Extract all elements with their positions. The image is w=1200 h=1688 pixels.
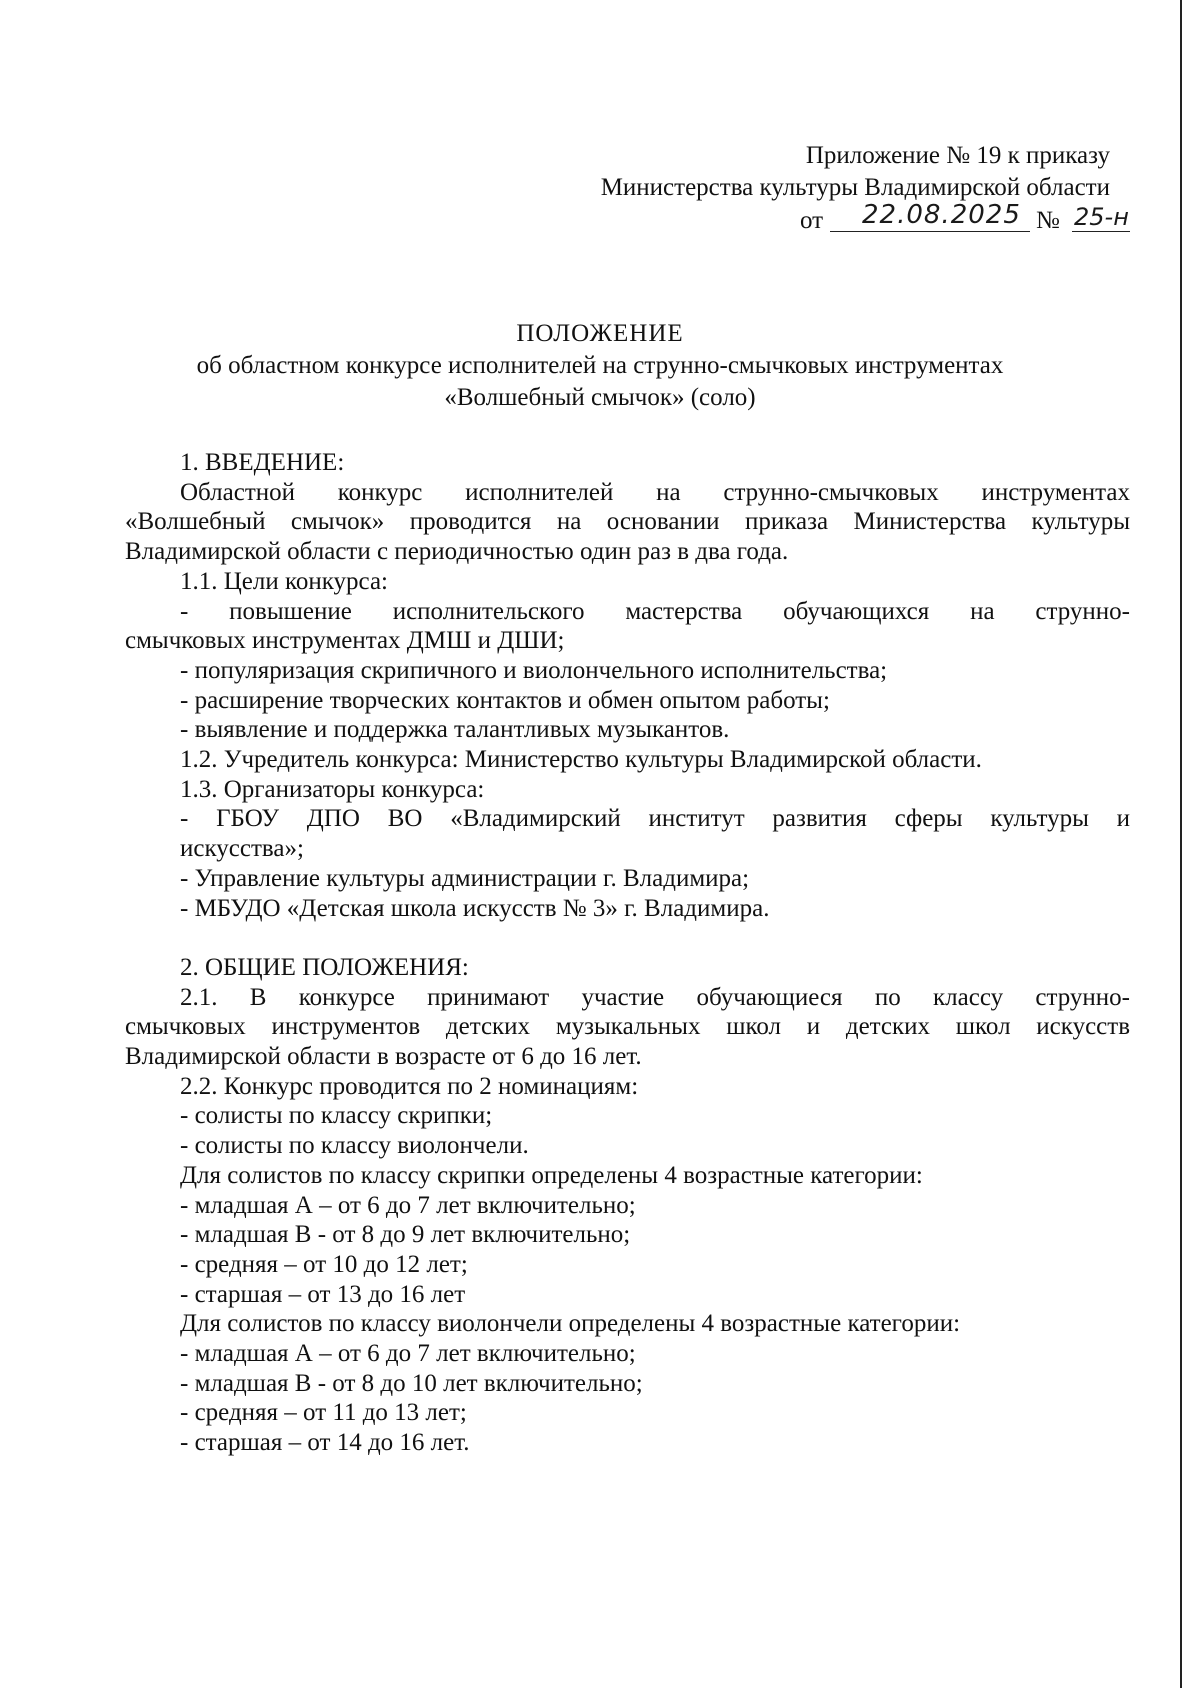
date-underline bbox=[830, 231, 1030, 232]
violin-category-3: - средняя – от 10 до 12 лет; bbox=[180, 1250, 468, 1278]
organizer-3: - МБУДО «Детская школа искусств № 3» г. Владимира. bbox=[180, 894, 770, 922]
appendix-line: Приложение № 19 к приказу bbox=[805, 142, 1110, 169]
title-line-2: «Волшебный смычок» (соло) bbox=[444, 384, 756, 411]
order-reference bbox=[800, 200, 1130, 241]
cello-category-2: - младшая В - от 8 до 10 лет включительно; bbox=[180, 1369, 643, 1397]
intro-line-1: Областной конкурс исполнителей на струнно-смычковых инструментах bbox=[180, 478, 1130, 506]
violin-category-4: - старшая – от 13 до 16 лет bbox=[180, 1280, 466, 1308]
document-body bbox=[125, 448, 1130, 1458]
ministry-line: Министерства культуры Владимирской области bbox=[600, 174, 1110, 201]
title-line-1: об областном конкурсе исполнителей на струнно-смычковых инструментах bbox=[196, 352, 1004, 379]
cello-category-3: - средняя – от 11 до 13 лет; bbox=[180, 1399, 467, 1427]
cello-category-1: - младшая А – от 6 до 7 лет включительно; bbox=[180, 1340, 636, 1368]
paragraph-2-2: 2.2. Конкурс проводится по 2 номинациям: bbox=[180, 1072, 639, 1100]
intro-line-2: «Волшебный смычок» проводится на основании приказа Министерства культуры bbox=[125, 508, 1130, 536]
organizers-heading: 1.3. Организаторы конкурса: bbox=[180, 775, 485, 803]
goals-heading: 1.1. Цели конкурса: bbox=[180, 567, 388, 595]
section-1-heading: 1. ВВЕДЕНИЕ: bbox=[180, 449, 345, 476]
document-title bbox=[100, 318, 1100, 414]
handwritten-number: 25-н bbox=[1074, 203, 1129, 231]
founder: 1.2. Учредитель конкурса: Министерство культуры Владимирской области. bbox=[180, 746, 982, 774]
title-heading: ПОЛОЖЕНИЕ bbox=[516, 320, 684, 347]
organizer-1-line-1: - ГБОУ ДПО ВО «Владимирский институт развития сферы культуры и bbox=[180, 805, 1130, 833]
number-label: № bbox=[1036, 207, 1060, 234]
goal-2: - популяризация скрипичного и виолончельного исполнительства; bbox=[180, 656, 888, 684]
violin-category-1: - младшая А – от 6 до 7 лет включительно; bbox=[180, 1191, 636, 1219]
goal-3: - расширение творческих контактов и обмен опытом работы; bbox=[180, 686, 830, 714]
scan-edge-line bbox=[1180, 0, 1182, 1688]
nomination-1: - солисты по классу скрипки; bbox=[180, 1102, 493, 1130]
goal-1-line-2: смычковых инструментах ДМШ и ДШИ; bbox=[125, 627, 565, 655]
nomination-2: - солисты по классу виолончели. bbox=[180, 1132, 529, 1160]
violin-category-2: - младшая В - от 8 до 9 лет включительно; bbox=[180, 1221, 631, 1249]
paragraph-2-1-line-3: Владимирской области в возрасте от 6 до 16 лет. bbox=[125, 1043, 642, 1071]
organizer-1-line-2: искусства»; bbox=[180, 835, 304, 863]
handwritten-date: 22.08.2025 bbox=[862, 200, 1021, 230]
appendix-header bbox=[410, 140, 1110, 204]
organizer-2: - Управление культуры администрации г. Владимира; bbox=[180, 864, 750, 892]
violin-categories-heading: Для солистов по классу скрипки определены 4 возрастные категории: bbox=[180, 1161, 923, 1189]
cello-category-4: - старшая – от 14 до 16 лет. bbox=[180, 1429, 470, 1457]
goal-1-line-1: - повышение исполнительского мастерства обучающихся на струнно- bbox=[180, 597, 1130, 625]
paragraph-2-1-line-2: смычковых инструментов детских музыкальных школ и детских школ искусств bbox=[125, 1013, 1130, 1041]
intro-line-3: Владимирской области с периодичностью один раз в два года. bbox=[125, 538, 789, 566]
section-gap bbox=[125, 923, 1130, 953]
paragraph-2-1-line-1: 2.1. В конкурсе принимают участие обучающиеся по классу струнно- bbox=[180, 983, 1130, 1011]
cello-categories-heading: Для солистов по классу виолончели определены 4 возрастные категории: bbox=[180, 1310, 961, 1338]
date-label: от bbox=[800, 207, 824, 234]
section-2-heading: 2. ОБЩИЕ ПОЛОЖЕНИЯ: bbox=[180, 953, 469, 981]
goal-4: - выявление и поддержка талантливых музыкантов. bbox=[180, 716, 730, 744]
